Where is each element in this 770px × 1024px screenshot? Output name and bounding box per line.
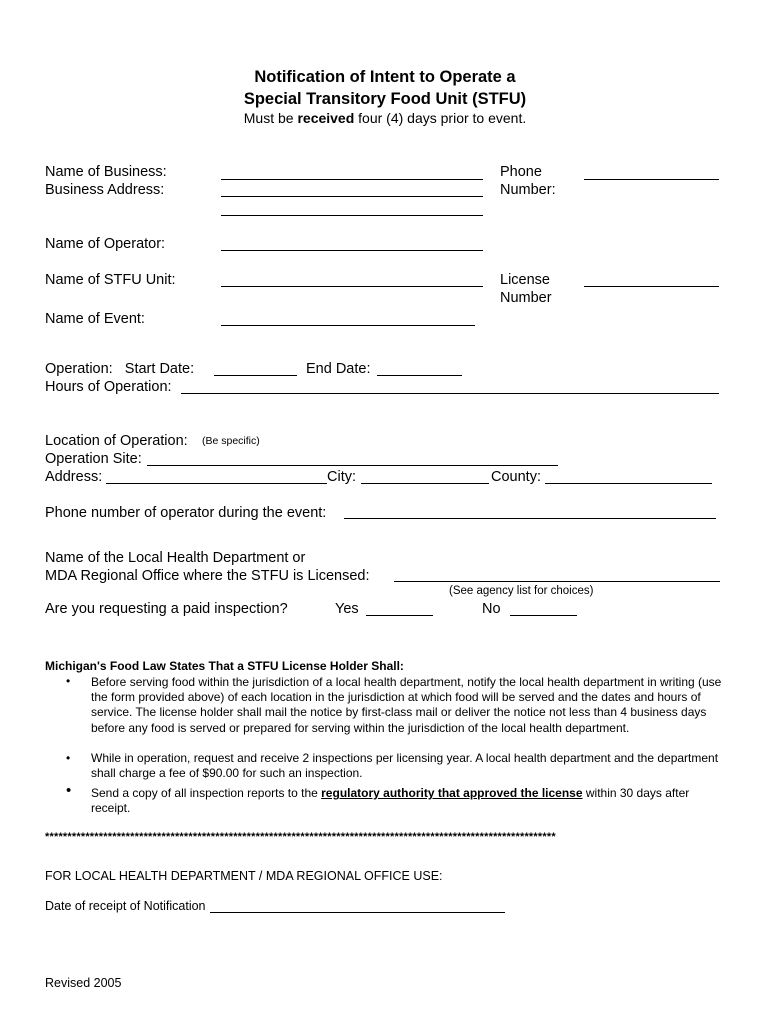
law-bullet-1: Before serving food within the jurisdiction of a local health department, notify the local health department in writing (use the form provided above) of each location in the jurisdiction at which food will be served and the dates and hours of service. The license holder shall mail the notice by first-class mail or deliver the notice not less than 4 business days before any food is served or prepared for serving within the jurisdiction of the local health department.	[91, 675, 722, 735]
name-of-stfu-unit-label: Name of STFU Unit:	[45, 272, 176, 288]
law-bullet-2: While in operation, request and receive 2 inspections per licensing year. A local health department and the department shall charge a fee of $90.00 for such an inspection.	[91, 751, 719, 781]
city-label: City:	[327, 469, 356, 485]
subtitle-text: Must be	[243, 110, 298, 126]
health-department-label-line1: Name of the Local Health Department or	[45, 550, 306, 566]
law-bullet-3-text: Send a copy of all inspection reports to the	[91, 786, 322, 800]
license-number-field[interactable]	[584, 286, 719, 287]
law-heading: Michigan's Food Law States That a STFU License Holder Shall:	[45, 659, 404, 673]
health-department-label-line2: MDA Regional Office where the STFU is Licensed:	[45, 568, 370, 584]
name-of-business-label: Name of Business:	[45, 164, 167, 180]
address-field[interactable]	[106, 483, 327, 484]
no-field[interactable]	[510, 615, 577, 616]
location-of-operation-label: Location of Operation:	[45, 433, 188, 449]
yes-field[interactable]	[366, 615, 433, 616]
revised-note: Revised 2005	[45, 976, 122, 990]
phone-label: Phone	[500, 164, 542, 180]
office-use-heading: FOR LOCAL HEALTH DEPARTMENT / MDA REGIONAL OFFICE USE:	[45, 869, 443, 883]
phone-number-label: Number:	[500, 182, 556, 198]
hours-of-operation-label: Hours of Operation:	[45, 379, 172, 395]
bullet-icon: •	[66, 674, 71, 688]
bullet-icon: •	[66, 782, 72, 799]
health-department-field[interactable]	[394, 581, 720, 582]
start-date-field[interactable]	[214, 375, 297, 376]
operation-site-field[interactable]	[147, 465, 558, 466]
end-date-label: End Date:	[306, 361, 371, 377]
business-address-field-1[interactable]	[221, 196, 483, 197]
name-of-event-label: Name of Event:	[45, 311, 145, 327]
license-number-label: Number	[500, 290, 552, 306]
see-agency-list-note: (See agency list for choices)	[449, 585, 594, 597]
name-of-operator-label: Name of Operator:	[45, 236, 166, 252]
name-of-business-field[interactable]	[221, 179, 483, 180]
start-date-label: Operation: Start Date:	[45, 361, 195, 377]
paid-inspection-label: Are you requesting a paid inspection?	[45, 601, 288, 617]
phone-during-event-label: Phone number of operator during the event:	[45, 505, 327, 521]
phone-during-event-field[interactable]	[344, 518, 716, 519]
license-label: License	[500, 272, 550, 288]
hours-of-operation-field[interactable]	[181, 393, 719, 394]
subtitle-text-end: four (4) days prior to event.	[354, 110, 527, 126]
business-address-field-2[interactable]	[221, 215, 483, 216]
city-field[interactable]	[361, 483, 489, 484]
law-bullet-3	[91, 786, 731, 816]
subtitle-emphasis: received	[297, 110, 355, 126]
regulatory-authority-link: regulatory authority that approved the license	[321, 786, 583, 800]
operation-site-label: Operation Site:	[45, 451, 142, 467]
date-of-receipt-label: Date of receipt of Notification	[45, 899, 206, 913]
no-label: No	[482, 601, 501, 617]
separator-stars: ******************************************************************************************************************	[45, 831, 556, 843]
end-date-field[interactable]	[377, 375, 462, 376]
date-of-receipt-field[interactable]	[210, 912, 505, 913]
county-field[interactable]	[545, 483, 712, 484]
phone-number-field[interactable]	[584, 179, 719, 180]
form-subtitle	[0, 110, 770, 126]
bullet-icon: •	[66, 751, 71, 765]
yes-label: Yes	[335, 601, 359, 617]
be-specific-note: (Be specific)	[202, 435, 260, 447]
name-of-event-field[interactable]	[221, 325, 475, 326]
form-title-line1: Notification of Intent to Operate a	[254, 68, 516, 86]
law-bullet-3-text-end: within 30 days after receipt.	[91, 786, 690, 816]
address-label: Address:	[45, 469, 103, 485]
name-of-operator-field[interactable]	[221, 250, 483, 251]
form-title-line2: Special Transitory Food Unit (STFU)	[243, 90, 527, 108]
name-of-stfu-unit-field[interactable]	[221, 286, 483, 287]
county-label: County:	[491, 469, 541, 485]
business-address-label: Business Address:	[45, 182, 165, 198]
